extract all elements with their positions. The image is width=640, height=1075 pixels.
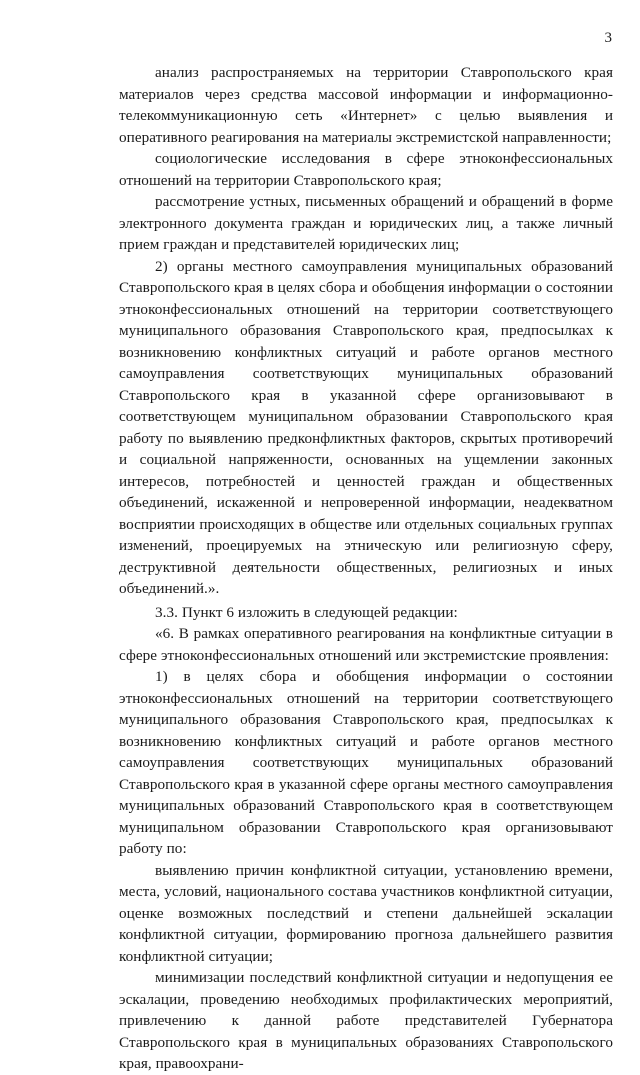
paragraph-item-2: 2) органы местного самоуправления муниципальных образований Ставропольского края в целях сбора и обобщения информации о состоянии этноконфессиональных отношений на территории соответствующего муниципального образования Ставропольского края, предпосылках к возникновению конфликтных ситуаций и работе органов местного самоуправления соответствующих муниципальных образований Ставропольского края в указанной сфере организовывают в соответствующем муниципальном образовании Ставропольского края работу по выявлению предконфликтных факторов, скрытых противоречий и социальной напряженности, основанных на ущемлении законных интересов, потребностей и ценностей граждан и общественных объединений, искаженной и непроверенной информации, неадекватном восприятии происходящих в обществе или отдельных социальных группах изменений, проецируемых на этническую или религиозную сферу, деструктивной деятельности общественных, религиозных и иных объединений.». bbox=[119, 257, 613, 597]
paragraph-appeals: рассмотрение устных, письменных обращений и обращений в форме электронного документа граждан и юридических лиц, а также личный прием граждан и представителей юридических лиц; bbox=[119, 193, 613, 253]
page-number: 3 bbox=[604, 30, 612, 46]
paragraph-minimization: минимизации последствий конфликтной ситуации и недопущения ее эскалации, проведению необходимых профилактических мероприятий, привлечению к данной работе представителей Губернатора Ставропольского края в муниципальных образованиях Ставропольского края, правоохрани- bbox=[119, 969, 613, 1072]
paragraph-identification: выявлению причин конфликтной ситуации, установлению времени, места, условий, национального состава участников конфликтной ситуации, оценке возможных последствий и степени дальнейшей эскалации конфликтной ситуации, формированию прогноза дальнейшего развития конфликтной ситуации; bbox=[119, 861, 613, 965]
paragraph-item-1: 1) в целях сбора и обобщения информации о состоянии этноконфессиональных отношений на территории соответствующего муниципального образования Ставропольского края, предпосылках к возникновению конфликтных ситуаций и работе органов местного самоуправления соответствующих муниципальных образований Ставропольского края в указанной сфере органы местного самоуправления муниципальных образований Ставропольского края в соответствующем муниципальном образовании Ставропольского края организовывают работу по: bbox=[119, 668, 613, 857]
paragraph-sociology: социологические исследования в сфере этноконфессиональных отношений на территории Ставропольского края; bbox=[119, 150, 613, 189]
paragraph-section-3-3: 3.3. Пункт 6 изложить в следующей редакции: bbox=[155, 603, 458, 621]
paragraph-analysis: анализ распространяемых на территории Ставропольского края материалов через средства массовой информации и информационно-телекоммуникационную сеть «Интернет» с целью выявления и оперативного реагирования на материалы экстремистской направленности; bbox=[119, 64, 613, 146]
paragraph-clause-6: «6. В рамках оперативного реагирования на конфликтные ситуации в сфере этноконфессиональных отношений или экстремистские проявления: bbox=[119, 625, 613, 664]
document-body bbox=[119, 62, 613, 1075]
